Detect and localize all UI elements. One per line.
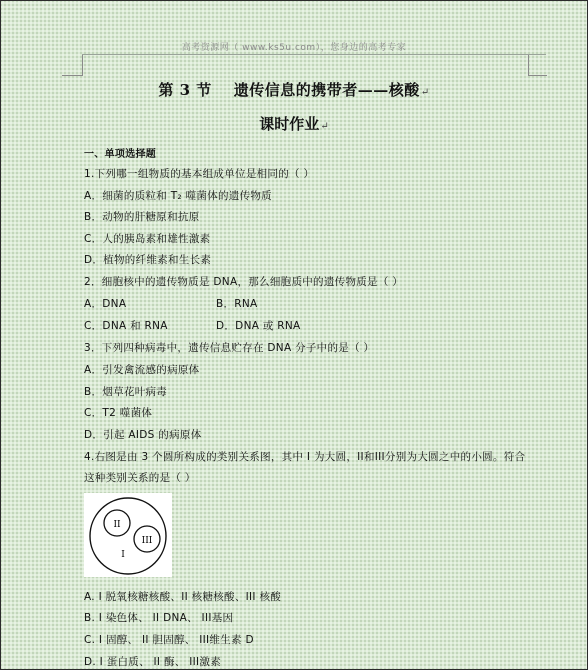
q1-option-a: A．细菌的质粒和 T₂ 噬菌体的遗传物质: [84, 190, 272, 202]
circle-I: [90, 498, 166, 574]
q4-option-a: A. I 脱氧核糖核酸、II 核糖核酸、III 核酸: [84, 591, 282, 603]
paragraph-mark: ↵: [320, 121, 329, 132]
paragraph-mark: ↵: [420, 87, 430, 98]
question-4-stem-line-1: 4.右图是由 3 个圆所构成的类别关系图，其中 I 为大圆，II和III分别为大圆之中的小圆。符合: [84, 451, 526, 463]
q2-option-d: D．DNA 或 RNA: [216, 320, 301, 332]
q2-options-row-2: [84, 318, 301, 333]
q1-option-c: C．人的胰岛素和雄性激素: [84, 233, 211, 245]
margin-corner-left: [62, 55, 83, 76]
section-heading: 一、单项选择题: [84, 149, 157, 160]
header-rule: [82, 54, 546, 55]
subtitle-text: 课时作业: [259, 115, 320, 133]
page-header: 高考资源网（ www.ks5u.com），您身边的高考专家: [181, 43, 407, 53]
q2-option-c: C．DNA 和 RNA: [84, 320, 168, 332]
q1-option-b: B．动物的肝糖原和抗原: [84, 211, 200, 223]
q2-option-b: B．RNA: [216, 298, 258, 310]
document-subtitle: [0, 113, 588, 134]
q4-option-b: B. I 染色体、 II DNA、 III基因: [84, 612, 234, 624]
q3-option-c: C．T2 噬菌体: [84, 407, 153, 419]
section-title: 遗传信息的携带者——核酸: [233, 81, 420, 99]
question-1-stem: 1.下列哪一组物质的基本组成单位是相同的（ ）: [84, 168, 315, 180]
q2-options-row-1: [84, 296, 258, 311]
section-number: 第 3 节: [158, 81, 212, 99]
question-2-stem: 2．细胞核中的遗传物质是 DNA，那么细胞质中的遗传物质是（ ）: [84, 276, 404, 288]
label-II: II: [113, 520, 121, 530]
q4-option-c: C. I 固醇、 II 胆固醇、 III维生素 D: [84, 634, 254, 646]
q3-option-a: A．引发禽流感的病原体: [84, 364, 200, 376]
label-III: III: [141, 536, 153, 546]
question-3-stem: 3．下列四种病毒中，遗传信息贮存在 DNA 分子中的是（ ）: [84, 342, 375, 354]
q4-option-d: D. I 蛋白质、 II 酶、 III激素: [84, 656, 221, 668]
margin-corner-right: [528, 55, 547, 76]
document-title: [0, 79, 588, 100]
label-I: I: [121, 550, 125, 560]
question-4-stem-line-2: 这种类别关系的是（ ）: [84, 472, 196, 484]
q1-option-d: D．植物的纤维素和生长素: [84, 254, 212, 266]
q3-option-d: D．引起 AIDS 的病原体: [84, 429, 202, 441]
q3-option-b: B．烟草花叶病毒: [84, 386, 168, 398]
q2-option-a: A．DNA: [84, 298, 127, 310]
venn-diagram: [84, 493, 172, 577]
